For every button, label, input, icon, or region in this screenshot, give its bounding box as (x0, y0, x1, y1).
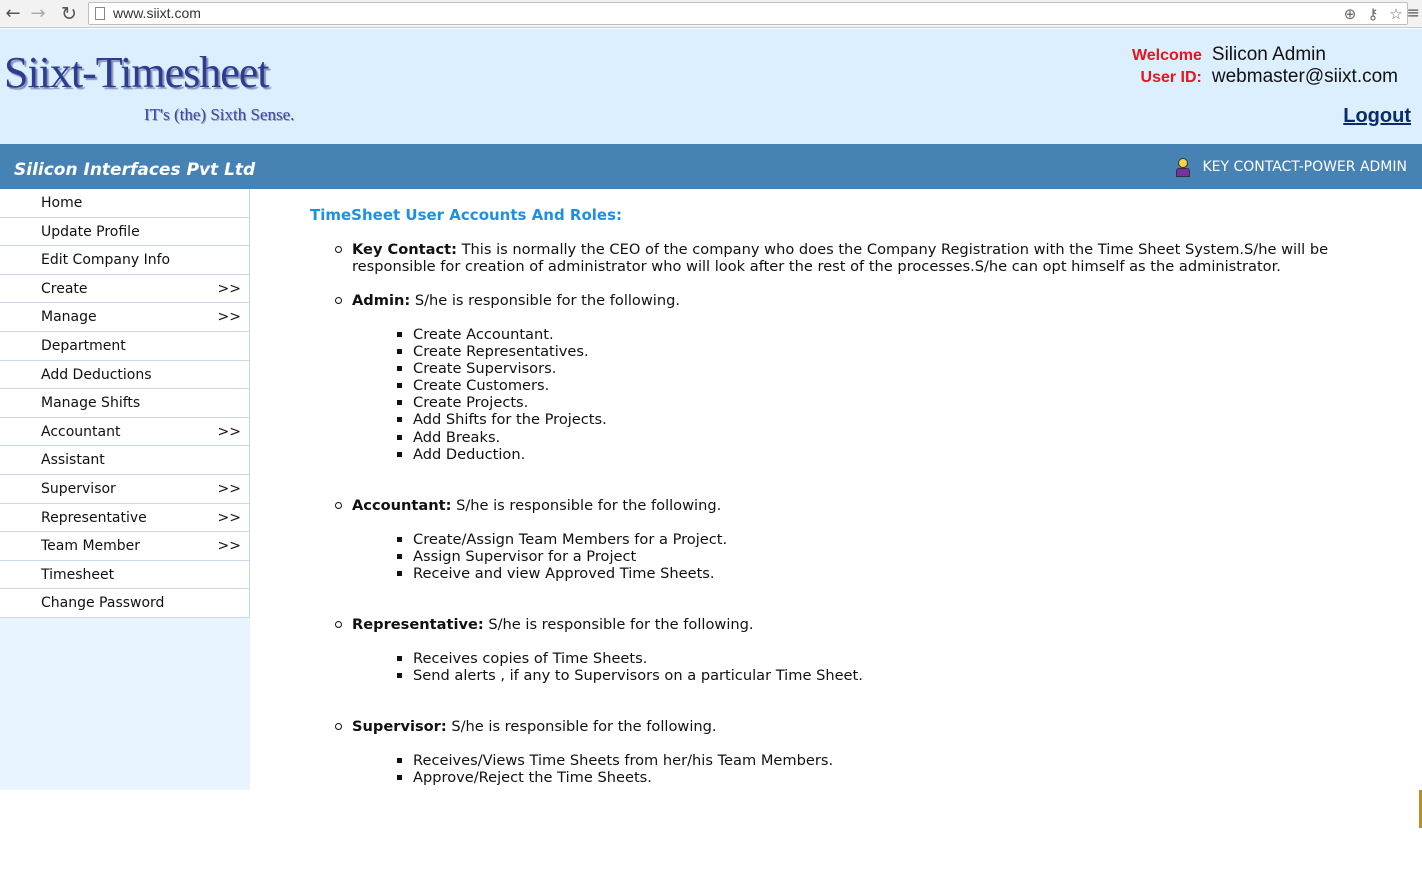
site-header (0, 29, 1422, 144)
sidebar-item-label: Edit Company Info (41, 252, 171, 269)
sidebar-item-label: Manage Shifts (41, 395, 141, 412)
address-bar[interactable] (88, 2, 1408, 25)
roles-list (352, 241, 1400, 786)
list-item: Create/Assign Team Members for a Project. (413, 531, 1400, 548)
sidebar-item-manage[interactable] (0, 303, 250, 332)
user-info (1124, 44, 1398, 88)
company-bar (0, 144, 1422, 189)
list-item: Create Representatives. (413, 343, 1400, 360)
list-item: Create Projects. (413, 394, 1400, 411)
role-desc: This is normally the CEO of the company who does the Company Registration with the Time Sheet System.S/he will be responsible for creation of administrator who will look after the rest of the processes.S/he can opt himself as the administrator. (352, 241, 1329, 275)
sidebar-item-create[interactable] (0, 275, 250, 304)
role-name: Admin: (352, 292, 411, 309)
star-icon[interactable]: ☆ (1389, 5, 1403, 23)
main-content (310, 206, 1400, 786)
role-name: Supervisor: (352, 718, 447, 736)
sidebar-item-team-member[interactable] (0, 532, 250, 561)
sidebar-item-edit-company-info[interactable] (0, 246, 250, 275)
forward-icon[interactable]: → (30, 3, 46, 24)
sidebar-item-label: Team Member (41, 538, 141, 555)
sidebar-item-update-profile[interactable] (0, 218, 250, 247)
sidebar-item-label: Change Password (41, 595, 165, 612)
sidebar-item-timesheet[interactable] (0, 561, 250, 590)
key-icon[interactable]: ⚷ (1367, 5, 1379, 23)
list-item: Add Breaks. (413, 429, 1400, 446)
sidebar-item-label: Representative (41, 509, 147, 526)
representative-duties (413, 650, 1400, 684)
role-badge (1174, 157, 1407, 177)
page-icon (95, 7, 105, 20)
role-name: Accountant: (352, 496, 452, 514)
sidebar-item-home[interactable] (0, 189, 250, 218)
list-item: Receives/Views Time Sheets from her/his Team Members. (413, 752, 1400, 769)
list-item: Send alerts , if any to Supervisors on a particular Time Sheet. (413, 667, 1400, 684)
user-icon (1174, 157, 1192, 177)
role-desc: S/he is responsible for the following. (410, 292, 681, 309)
sidebar-item-label: Add Deductions (41, 366, 152, 383)
submenu-arrow: >> (217, 280, 241, 297)
role-admin (352, 292, 1400, 463)
list-item: Create Supervisors. (413, 360, 1400, 377)
list-item: Create Customers. (413, 377, 1400, 394)
sidebar-item-change-password[interactable] (0, 589, 250, 618)
sidebar-item-add-deductions[interactable] (0, 361, 250, 390)
role-label: KEY CONTACT-POWER ADMIN (1202, 159, 1407, 175)
admin-duties (413, 326, 1400, 463)
list-item: Approve/Reject the Time Sheets. (413, 769, 1400, 786)
welcome-name: Silicon Admin (1211, 44, 1326, 65)
role-desc: S/he is responsible for the following. (446, 718, 717, 736)
list-item: Receives copies of Time Sheets. (413, 650, 1400, 667)
company-name: Silicon Interfaces Pvt Ltd (14, 160, 256, 180)
back-icon[interactable]: ← (5, 3, 21, 24)
submenu-arrow: >> (217, 480, 241, 497)
browser-toolbar (0, 0, 1422, 28)
browser-menu-icon[interactable]: ≡ (1406, 3, 1420, 22)
welcome-label: Welcome (1131, 47, 1202, 64)
sidebar-item-manage-shifts[interactable] (0, 389, 250, 418)
role-desc: S/he is responsible for the following. (451, 496, 722, 514)
list-item: Receive and view Approved Time Sheets. (413, 565, 1400, 582)
list-item: Create Accountant. (413, 326, 1400, 343)
role-desc: S/he is responsible for the following. (483, 616, 754, 634)
sidebar-item-label: Supervisor (41, 480, 116, 497)
accountant-duties (413, 531, 1400, 582)
logo-title: Siixt-Timesheet (4, 48, 269, 97)
sidebar-item-accountant[interactable] (0, 418, 250, 447)
sidebar-item-supervisor[interactable] (0, 475, 250, 504)
submenu-arrow: >> (217, 509, 241, 526)
sidebar-item-representative[interactable] (0, 504, 250, 533)
zoom-icon[interactable]: ⊕ (1343, 5, 1357, 23)
sidebar-item-label: Update Profile (41, 223, 140, 240)
submenu-arrow: >> (217, 538, 241, 555)
submenu-arrow: >> (217, 309, 241, 326)
sidebar-item-assistant[interactable] (0, 446, 250, 475)
role-accountant (352, 497, 1400, 582)
sidebar-item-label: Home (41, 195, 83, 211)
list-item: Add Deduction. (413, 446, 1400, 463)
role-representative (352, 616, 1400, 684)
role-key-contact (352, 241, 1400, 275)
role-name: Representative: (352, 616, 484, 634)
sidebar (0, 189, 250, 790)
sidebar-item-label: Timesheet (41, 566, 115, 583)
url-text[interactable]: www.siixt.com (113, 5, 201, 21)
role-name: Key Contact: (352, 241, 457, 258)
sidebar-item-label: Create (41, 280, 88, 297)
sidebar-item-label: Department (41, 337, 126, 354)
reload-icon[interactable]: ↻ (61, 3, 77, 25)
userid-label: User ID: (1140, 69, 1202, 86)
list-item: Add Shifts for the Projects. (413, 411, 1400, 428)
sidebar-item-label: Assistant (41, 452, 105, 469)
sidebar-item-label: Manage (41, 309, 97, 326)
site-logo[interactable] (4, 47, 295, 124)
logout-link[interactable]: Logout (1343, 105, 1411, 127)
list-item: Assign Supervisor for a Project (413, 548, 1400, 565)
sidebar-item-label: Accountant (41, 423, 121, 440)
role-supervisor (352, 718, 1400, 786)
supervisor-duties (413, 752, 1400, 786)
page-title: TimeSheet User Accounts And Roles: (310, 206, 623, 224)
userid-value: webmaster@siixt.com (1211, 66, 1398, 87)
submenu-arrow: >> (217, 423, 241, 440)
logo-tagline: IT's (the) Sixth Sense. (144, 105, 295, 124)
sidebar-item-department[interactable] (0, 332, 250, 361)
